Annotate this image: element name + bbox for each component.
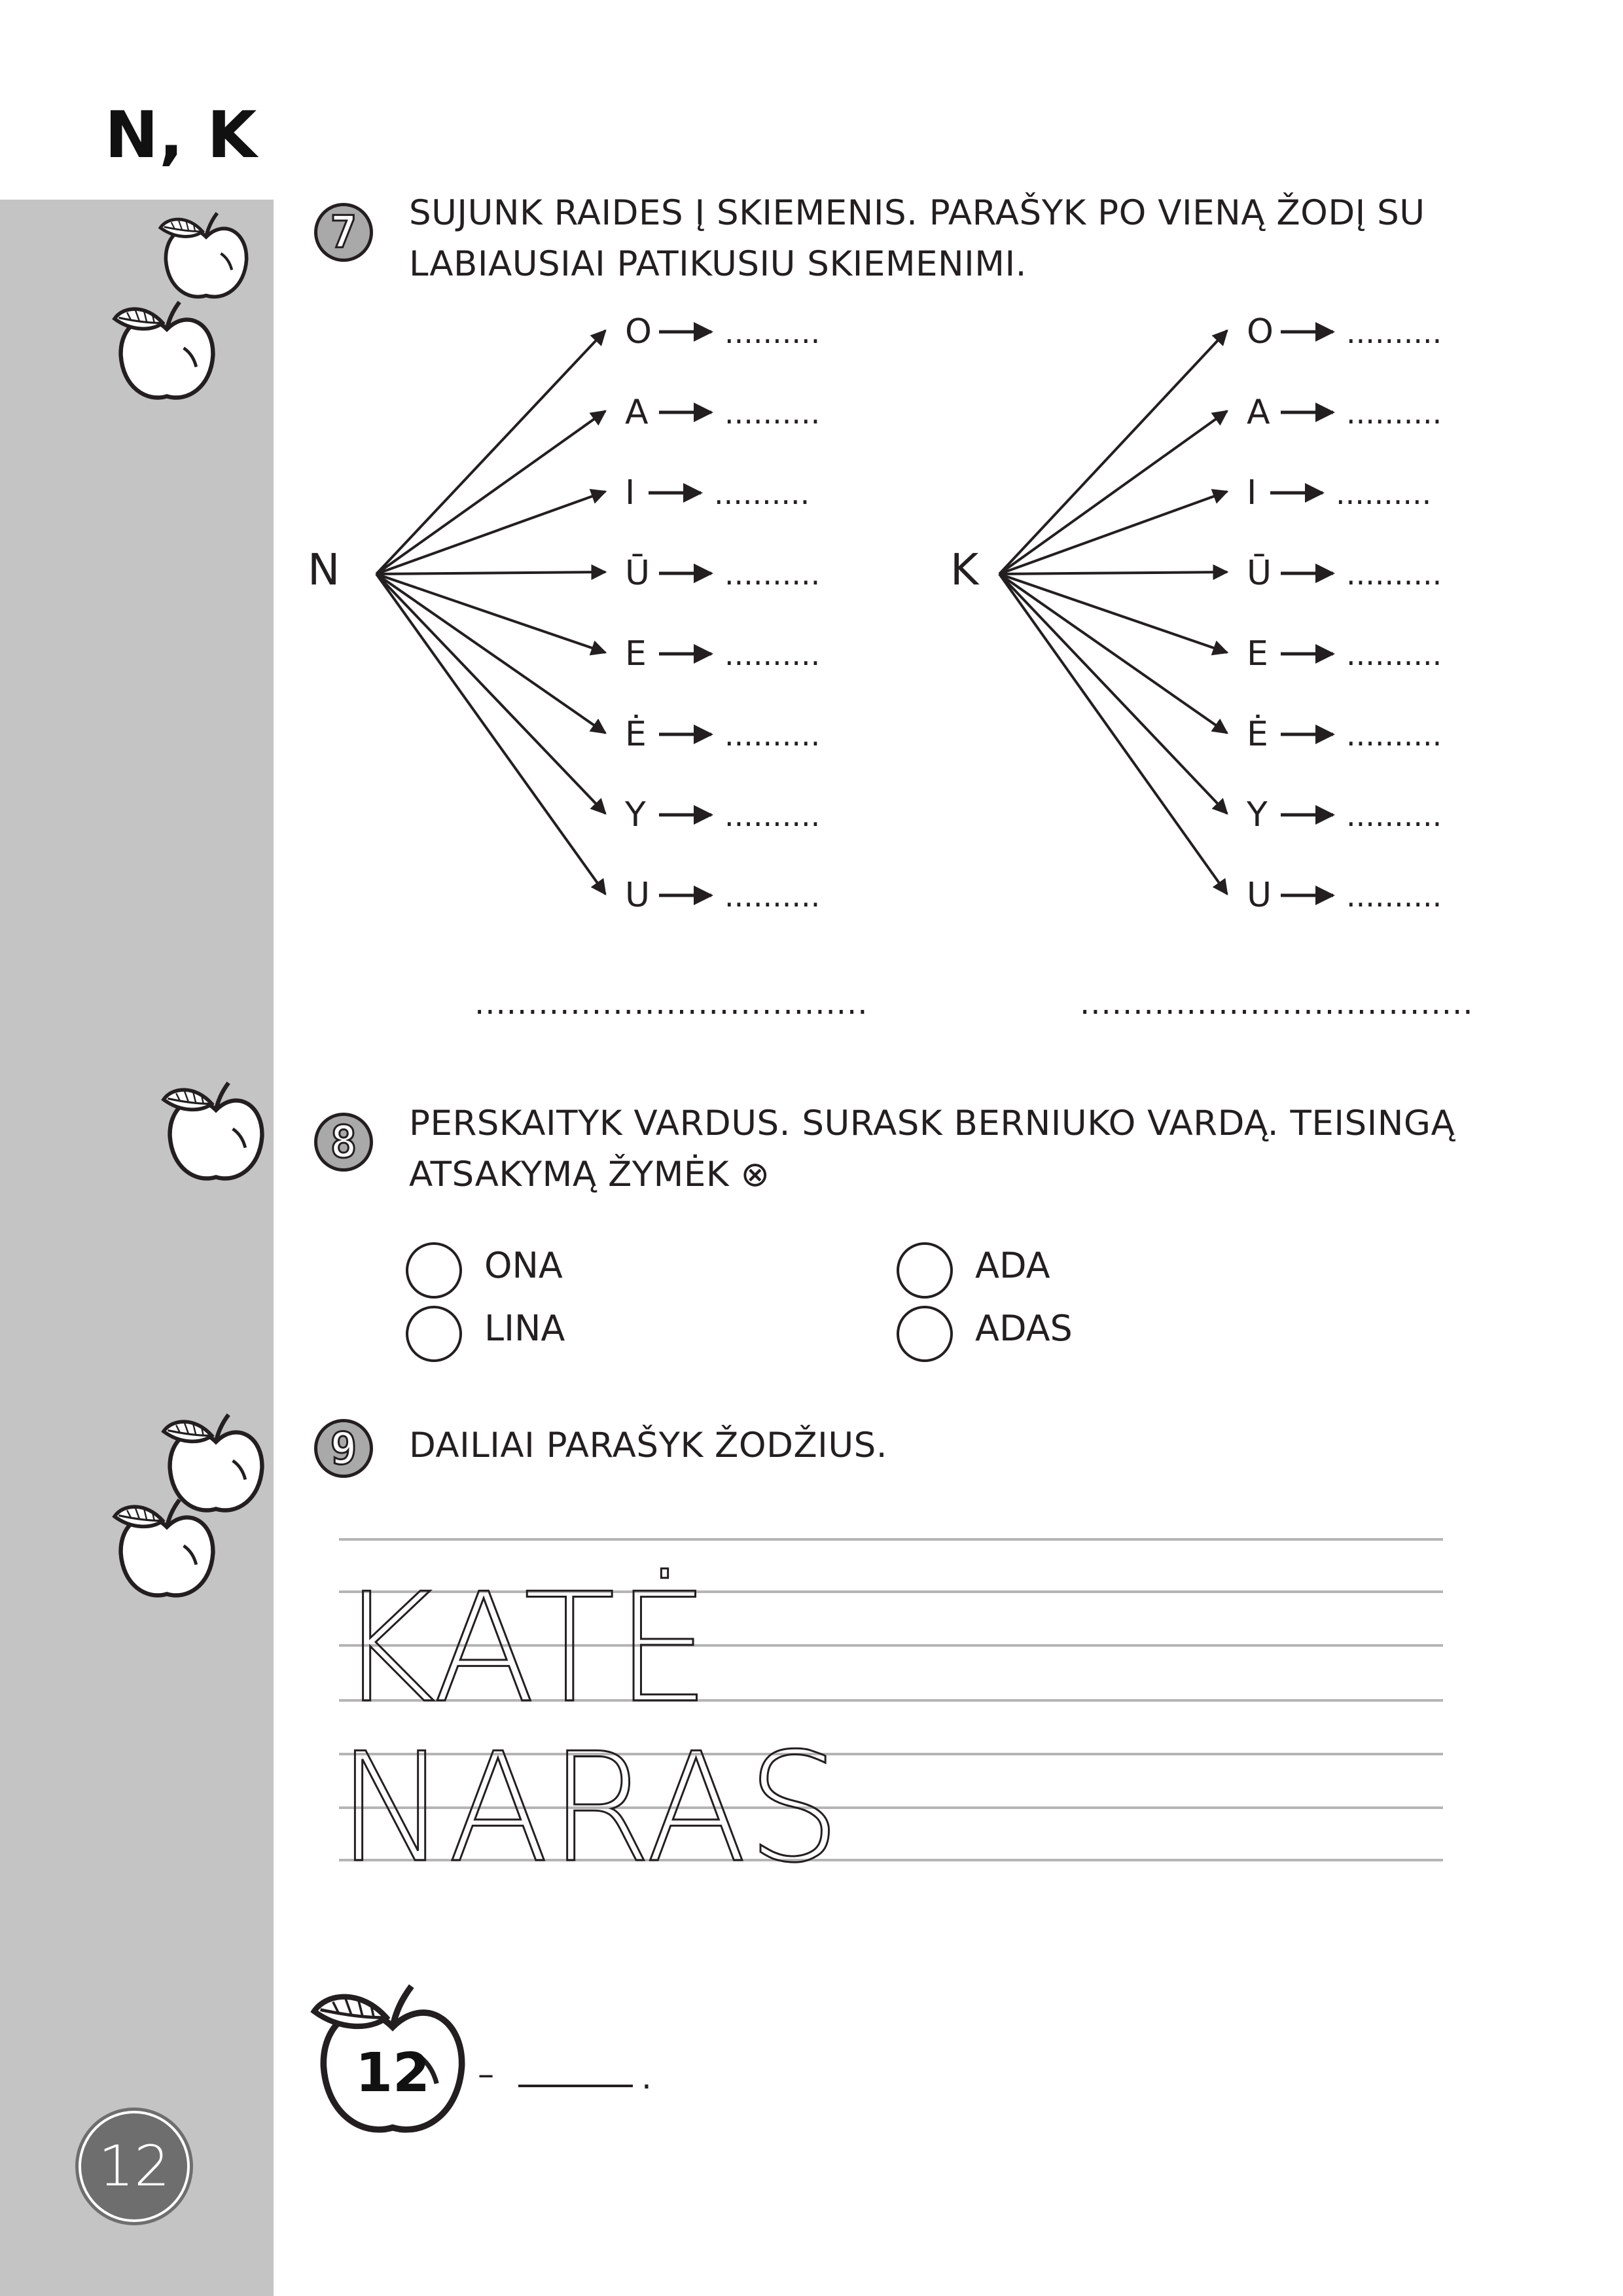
vowel-label-n: Ė — [625, 715, 647, 754]
option-label: ADA — [975, 1245, 1050, 1286]
option-circle-ona[interactable] — [406, 1242, 462, 1299]
trace-word-kate: KATĖ — [337, 1562, 710, 1736]
instruction-line: ATSAKYMĄ ŽYMĖK ⊗ — [409, 1155, 770, 1194]
score-value: 12 — [355, 2042, 431, 2104]
vowel-label-k: A — [1247, 393, 1270, 432]
vowel-label-k: Ė — [1247, 715, 1268, 754]
fill-in-blank[interactable]: .......... — [1346, 798, 1442, 833]
vowel-label-n: Ū — [625, 554, 651, 593]
fill-in-blank[interactable]: .......... — [724, 395, 821, 431]
fill-in-blank[interactable]: .......... — [724, 637, 821, 672]
option-label: ONA — [484, 1245, 563, 1286]
vowel-label-n: Y — [625, 795, 646, 834]
connector-arrow — [999, 492, 1227, 574]
fill-in-blank[interactable]: .......... — [724, 878, 821, 914]
connector-arrow — [999, 574, 1227, 653]
instruction-line: PERSKAITYK VARDUS. SURASK BERNIUKO VARDĄ. TEISINGĄ — [409, 1103, 1455, 1143]
fill-in-blank[interactable]: .......... — [1336, 476, 1432, 511]
instruction-line: LABIAUSIAI PATIKUSIU SKIEMENIMI. — [409, 244, 1027, 284]
source-letter-k: K — [950, 545, 979, 595]
vowel-label-n: A — [625, 393, 649, 432]
score-period: . — [641, 2058, 652, 2096]
exercise-8-instruction — [409, 1098, 1522, 1200]
exercise-7-number: 7 — [314, 203, 373, 262]
fill-in-blank[interactable]: .......... — [714, 476, 810, 511]
vowel-label-n: I — [625, 473, 635, 512]
vowel-label-k: I — [1247, 473, 1257, 512]
fill-in-blank[interactable]: .......... — [1346, 395, 1442, 431]
connector-arrow — [999, 574, 1227, 814]
vowel-label-k: U — [1247, 876, 1272, 915]
fill-in-blank[interactable]: .......... — [1346, 315, 1442, 350]
exercise-8-number: 8 — [314, 1113, 373, 1172]
score-blank[interactable] — [518, 2085, 633, 2087]
instruction-line: SUJUNK RAIDES Į SKIEMENIS. PARAŠYK PO VIENĄ ŽODĮ SU — [409, 193, 1425, 233]
source-letter-n: N — [308, 545, 340, 595]
vowel-label-n: E — [625, 634, 647, 673]
connector-arrow — [999, 572, 1227, 574]
connector-arrow — [376, 574, 605, 894]
vowel-label-k: E — [1247, 634, 1268, 673]
option-circle-ada[interactable] — [897, 1242, 953, 1299]
option-label: LINA — [484, 1308, 565, 1349]
answer-line-n[interactable]: ..................................... — [474, 985, 868, 1022]
connector-arrow — [999, 331, 1227, 574]
exercise-9-instruction: DAILIAI PARAŠYK ŽODŽIUS. — [409, 1426, 888, 1465]
vowel-label-k: Ū — [1247, 554, 1272, 593]
page-title: N, K — [105, 98, 258, 173]
fill-in-blank[interactable]: .......... — [724, 556, 821, 592]
fill-in-blank[interactable]: .......... — [1346, 637, 1442, 672]
syllable-connector-diagram — [0, 0, 1623, 1047]
vowel-label-k: O — [1247, 312, 1274, 351]
fill-in-blank[interactable]: .......... — [724, 798, 821, 833]
score-dash: – — [478, 2055, 494, 2093]
connector-arrow — [376, 574, 605, 653]
connector-arrow — [376, 331, 605, 574]
fill-in-blank[interactable]: .......... — [1346, 556, 1442, 592]
page-number: 12 — [79, 2111, 190, 2222]
fill-in-blank[interactable]: .......... — [724, 315, 821, 350]
fill-in-blank[interactable]: .......... — [1346, 717, 1442, 753]
connector-arrow — [999, 411, 1227, 574]
connector-arrow — [999, 574, 1227, 894]
handwriting-practice-area[interactable] — [0, 1505, 1623, 1898]
fill-in-blank[interactable]: .......... — [1346, 878, 1442, 914]
vowel-label-k: Y — [1247, 795, 1268, 834]
connector-arrow — [376, 574, 605, 814]
fill-in-blank[interactable]: .......... — [724, 717, 821, 753]
connector-arrow — [999, 574, 1227, 733]
apple-icon — [157, 1079, 275, 1183]
exercise-9-number: 9 — [314, 1419, 373, 1478]
connector-arrow — [376, 572, 605, 574]
option-circle-adas[interactable] — [897, 1306, 953, 1362]
vowel-label-n: U — [625, 876, 651, 915]
answer-line-k[interactable]: ..................................... — [1080, 985, 1474, 1022]
vowel-label-n: O — [625, 312, 652, 351]
option-label: ADAS — [975, 1308, 1073, 1349]
connector-arrow — [376, 492, 605, 574]
trace-word-naras: NARAS — [337, 1721, 841, 1896]
connector-arrow — [376, 574, 605, 733]
option-circle-lina[interactable] — [406, 1306, 462, 1362]
connector-arrow — [376, 411, 605, 574]
